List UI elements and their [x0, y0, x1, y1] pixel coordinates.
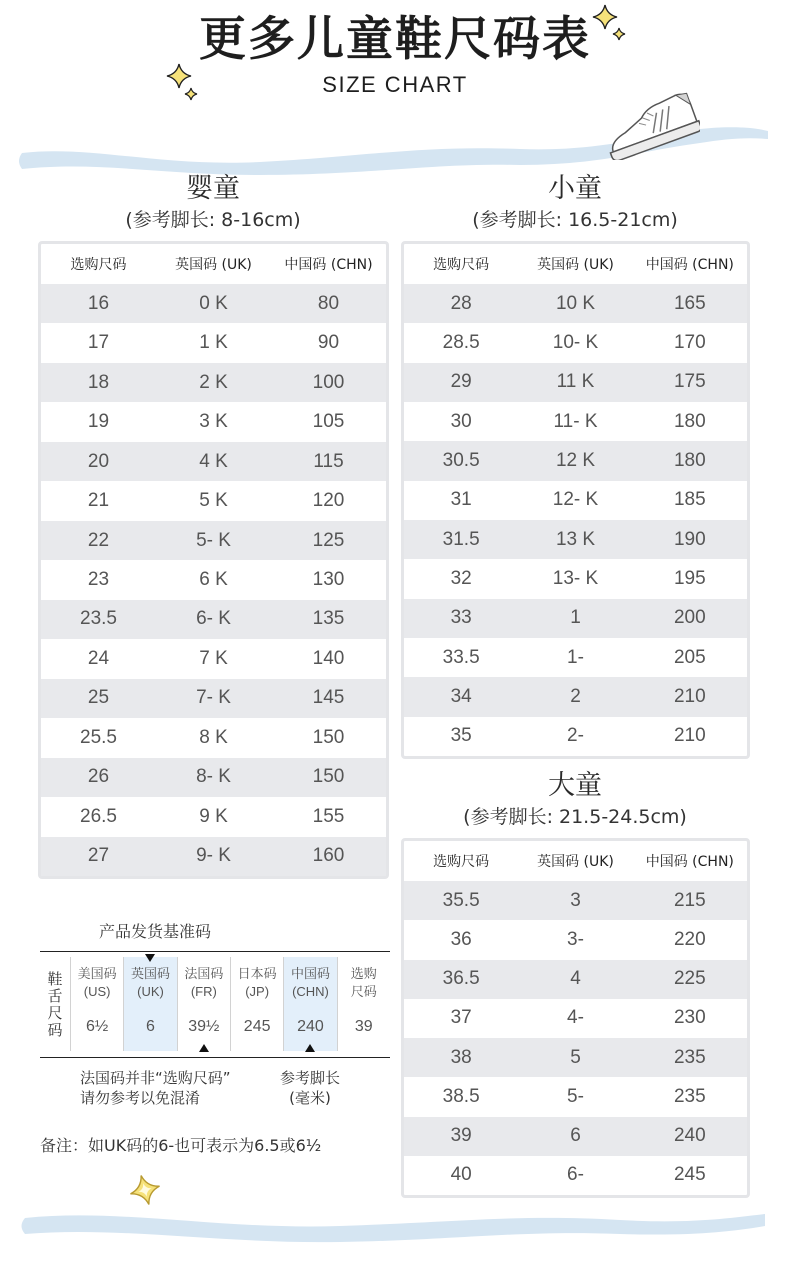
- uk-size-cell: 1: [570, 607, 581, 629]
- size-system-value: 245: [243, 1018, 271, 1035]
- table-row: [41, 718, 386, 757]
- chn-size-cell: 165: [673, 292, 706, 314]
- tongue-size-row-label: [40, 952, 70, 1057]
- table-row: [41, 323, 386, 362]
- uk-size-cell: 6- K: [196, 608, 231, 630]
- page-title: 更多儿童鞋尺码表: [199, 12, 591, 67]
- size-system-value: 6½: [86, 1018, 109, 1035]
- chn-size-cell: 100: [312, 371, 345, 393]
- uk-size-cell: 7 K: [199, 647, 228, 669]
- header-uk-size: 英国码 (UK): [537, 257, 614, 273]
- table-row: [41, 600, 386, 639]
- header-chn-size: 中国码 (CHN): [284, 257, 373, 273]
- section-title-toddler: 小童: [548, 173, 602, 204]
- uk-size-cell: 10- K: [552, 331, 599, 353]
- sneaker-illustration: [600, 91, 700, 160]
- select-size-cell: 30.5: [442, 449, 480, 471]
- table-body: [404, 881, 747, 1195]
- table-row: [404, 1077, 747, 1116]
- table-row: [404, 402, 747, 441]
- uk-size-cell: 6: [570, 1125, 581, 1147]
- chn-size-cell: 215: [673, 889, 706, 911]
- triangle-down-icon: [145, 954, 155, 962]
- tongue-size-columns: [70, 952, 390, 1057]
- chn-size-cell: 235: [673, 1046, 706, 1068]
- select-size-cell: 23: [87, 569, 110, 591]
- chn-size-cell: 190: [673, 528, 706, 550]
- select-size-cell: 16: [87, 292, 110, 314]
- select-size-cell: 39: [450, 1125, 472, 1147]
- select-size-cell: 28.5: [442, 331, 480, 353]
- table-header: [404, 244, 747, 284]
- size-system-value: 39: [354, 1018, 373, 1035]
- size-system-column: [177, 957, 230, 1051]
- uk-size-cell: 11 K: [556, 371, 595, 393]
- table-row: [41, 560, 386, 599]
- uk-size-cell: 13 K: [555, 528, 596, 550]
- chn-size-cell: 125: [312, 529, 345, 551]
- chn-size-cell: 155: [312, 805, 345, 827]
- table-row: [404, 559, 747, 598]
- chn-size-cell: 245: [673, 1164, 706, 1186]
- select-size-cell: 29: [450, 371, 472, 393]
- table-row: [41, 837, 386, 876]
- chn-size-cell: 145: [312, 687, 345, 709]
- size-system-label: (UK): [137, 984, 164, 999]
- select-size-cell: 40: [450, 1164, 472, 1186]
- foot-length-kids: (参考脚长: 21.5-24.5cm): [463, 806, 687, 828]
- wave-stroke: [22, 1214, 766, 1242]
- uk-size-cell: 2-: [567, 725, 584, 747]
- uk-size-cell: 3 K: [199, 411, 228, 433]
- size-table-infant: [38, 241, 389, 879]
- table-row: [404, 960, 747, 999]
- fr-size-warning-line: 法国码并非“选购尺码”: [80, 1069, 231, 1087]
- chn-size-cell: 195: [673, 567, 706, 589]
- foot-length-infant: (参考脚长: 8-16cm): [125, 209, 301, 231]
- chn-size-cell: 150: [312, 726, 345, 748]
- select-size-cell: 37: [450, 1007, 472, 1029]
- uk-size-cell: 1-: [567, 646, 584, 668]
- chn-size-cell: 180: [673, 410, 706, 432]
- table-row: [41, 679, 386, 718]
- chn-size-cell: 170: [673, 331, 706, 353]
- select-size-cell: 24: [87, 647, 110, 669]
- chn-size-cell: 135: [312, 608, 345, 630]
- select-size-cell: 23.5: [80, 608, 117, 630]
- shipping-size-title: 产品发货基准码: [98, 922, 211, 941]
- uk-size-cell: 4-: [567, 1007, 584, 1029]
- chn-size-cell: 220: [673, 928, 706, 950]
- uk-size-cell: 5-: [567, 1085, 584, 1107]
- chn-size-cell: 210: [673, 725, 706, 747]
- select-size-cell: 33: [450, 607, 472, 629]
- select-size-cell: 19: [87, 411, 110, 433]
- table-row: [41, 402, 386, 441]
- header-chn-size: 中国码 (CHN): [645, 257, 734, 273]
- size-system-value: 6: [146, 1018, 155, 1035]
- uk-size-cell: 2 K: [199, 371, 228, 393]
- table-row: [41, 363, 386, 402]
- header-select-size: 选购尺码: [70, 257, 127, 273]
- chn-size-cell: 150: [312, 766, 345, 788]
- uk-size-cell: 6 K: [199, 569, 228, 591]
- table-row: [41, 639, 386, 678]
- table-row: [41, 758, 386, 797]
- uk-size-cell: 9 K: [199, 805, 228, 827]
- table-row: [41, 481, 386, 520]
- uk-size-cell: 1 K: [199, 332, 228, 354]
- size-system-label: (JP): [245, 984, 270, 999]
- size-system-label: 法国码: [184, 966, 224, 981]
- fr-size-warning-line: 请勿参考以免混淆: [80, 1089, 201, 1107]
- select-size-cell: 22: [87, 529, 110, 551]
- select-size-cell: 25.5: [80, 726, 117, 748]
- chn-size-cell: 175: [673, 371, 706, 393]
- remark-note: 备注：如UK码的6-也可表示为6.5或6½: [40, 1136, 322, 1155]
- chn-size-cell: 180: [673, 449, 706, 471]
- page-subtitle: SIZE CHART: [322, 72, 468, 97]
- select-size-cell: 36: [450, 928, 472, 950]
- select-size-cell: 26: [87, 766, 110, 788]
- size-system-column: [230, 957, 283, 1051]
- size-system-column: [283, 957, 336, 1051]
- chn-size-cell: 80: [317, 292, 340, 314]
- table-row: [404, 284, 747, 323]
- uk-size-cell: 2: [570, 685, 581, 707]
- foot-length-mm-line: (毫米): [289, 1089, 331, 1107]
- select-size-cell: 27: [87, 845, 110, 867]
- select-size-cell: 35: [450, 725, 472, 747]
- foot-length-mm-note: [262, 1068, 358, 1108]
- size-system-value: 240: [297, 1018, 324, 1035]
- select-size-cell: 35.5: [442, 889, 480, 911]
- select-size-cell: 38: [450, 1046, 472, 1068]
- select-size-cell: 28: [450, 292, 472, 314]
- table-row: [41, 797, 386, 836]
- chn-size-cell: 115: [313, 450, 344, 472]
- size-system-value: 39½: [188, 1018, 220, 1035]
- table-row: [41, 284, 386, 323]
- select-size-cell: 21: [87, 490, 110, 512]
- header-select-size: 选购尺码: [433, 854, 490, 870]
- select-size-cell: 26.5: [80, 805, 117, 827]
- select-size-cell: 17: [87, 332, 110, 354]
- select-size-cell: 33.5: [442, 646, 480, 668]
- select-size-cell: 18: [87, 371, 110, 393]
- size-system-label: (CHN): [292, 984, 329, 999]
- triangle-up-icon: [305, 1044, 315, 1052]
- table-row: [404, 520, 747, 559]
- table-row: [404, 920, 747, 959]
- select-size-cell: 32: [450, 567, 472, 589]
- section-title-infant: 婴童: [186, 173, 240, 204]
- chn-size-cell: 105: [312, 411, 345, 433]
- table-row: [404, 1117, 747, 1156]
- uk-size-cell: 0 K: [199, 292, 228, 314]
- select-size-cell: 38.5: [442, 1085, 480, 1107]
- table-row: [41, 442, 386, 481]
- foot-length-toddler: (参考脚长: 16.5-21cm): [472, 209, 678, 231]
- triangle-up-icon: [199, 1044, 209, 1052]
- chn-size-cell: 200: [673, 607, 706, 629]
- table-body: [41, 284, 386, 876]
- size-system-label: (FR): [190, 984, 217, 999]
- size-system-label: (US): [83, 984, 111, 999]
- table-row: [404, 1038, 747, 1077]
- chn-size-cell: 130: [312, 569, 345, 591]
- header-chn-size: 中国码 (CHN): [645, 854, 734, 870]
- uk-size-cell: 11- K: [553, 410, 598, 432]
- fr-size-warning: [80, 1068, 270, 1108]
- table-row: [404, 323, 747, 362]
- select-size-cell: 31: [450, 489, 472, 511]
- uk-size-cell: 9- K: [196, 845, 231, 867]
- size-table-toddler: [401, 241, 750, 759]
- uk-size-cell: 12- K: [552, 489, 599, 511]
- table-header: [404, 841, 747, 881]
- size-system-column: [70, 957, 123, 1051]
- size-system-column: [123, 957, 176, 1051]
- uk-size-cell: 3: [570, 889, 581, 911]
- chn-size-cell: 160: [312, 845, 345, 867]
- chn-size-cell: 230: [673, 1007, 706, 1029]
- uk-size-cell: 6-: [567, 1164, 584, 1186]
- bottom-wave-decoration: [0, 1200, 790, 1255]
- select-size-cell: 36.5: [442, 968, 480, 990]
- size-system-label: 美国码: [77, 966, 117, 981]
- header-select-size: 选购尺码: [433, 257, 490, 273]
- table-row: [404, 1156, 747, 1195]
- uk-size-cell: 5 K: [199, 490, 228, 512]
- table-row: [404, 638, 747, 677]
- uk-size-cell: 7- K: [196, 687, 231, 709]
- uk-size-cell: 4: [570, 968, 581, 990]
- header-uk-size: 英国码 (UK): [175, 257, 252, 273]
- uk-size-cell: 13- K: [552, 567, 599, 589]
- chn-size-cell: 185: [673, 489, 706, 511]
- table-row: [404, 999, 747, 1038]
- table-body: [404, 284, 747, 756]
- size-system-label: 中国码: [290, 966, 330, 981]
- uk-size-cell: 5- K: [196, 529, 231, 551]
- chn-size-cell: 235: [673, 1085, 706, 1107]
- chn-size-cell: 225: [673, 968, 706, 990]
- table-header: [41, 244, 386, 284]
- chn-size-cell: 205: [673, 646, 706, 668]
- uk-size-cell: 5: [570, 1046, 581, 1068]
- chn-size-cell: 90: [317, 332, 340, 354]
- chn-size-cell: 210: [673, 685, 706, 707]
- tongue-size-label-diagram: [40, 951, 390, 1058]
- table-row: [41, 521, 386, 560]
- section-title-kids: 大童: [548, 770, 602, 801]
- uk-size-cell: 8 K: [199, 726, 228, 748]
- select-size-cell: 31.5: [442, 528, 480, 550]
- select-size-cell: 25: [87, 687, 110, 709]
- tongue-size-label-text: 鞋舌尺码: [45, 970, 64, 1039]
- uk-size-cell: 10 K: [555, 292, 596, 314]
- uk-size-cell: 12 K: [555, 449, 596, 471]
- header-uk-size: 英国码 (UK): [537, 854, 614, 870]
- size-system-column: [337, 957, 390, 1051]
- size-table-kids: [401, 838, 750, 1198]
- table-row: [404, 677, 747, 716]
- size-system-label: 英国码: [130, 966, 170, 981]
- chn-size-cell: 120: [312, 490, 345, 512]
- table-row: [404, 363, 747, 402]
- table-row: [404, 881, 747, 920]
- uk-size-cell: 3-: [567, 928, 584, 950]
- select-size-cell: 34: [450, 685, 472, 707]
- size-system-label: 尺码: [350, 984, 377, 999]
- table-row: [404, 599, 747, 638]
- table-row: [404, 481, 747, 520]
- size-system-label: 选购: [350, 966, 377, 981]
- chn-size-cell: 140: [312, 647, 345, 669]
- table-row: [404, 717, 747, 756]
- foot-length-mm-line: 参考脚长: [279, 1069, 340, 1087]
- select-size-cell: 30: [450, 410, 472, 432]
- sparkle-icon: [128, 1172, 164, 1208]
- table-row: [404, 441, 747, 480]
- size-system-label: 日本码: [237, 966, 277, 981]
- chn-size-cell: 240: [673, 1125, 706, 1147]
- uk-size-cell: 4 K: [199, 450, 228, 472]
- select-size-cell: 20: [87, 450, 110, 472]
- uk-size-cell: 8- K: [196, 766, 231, 788]
